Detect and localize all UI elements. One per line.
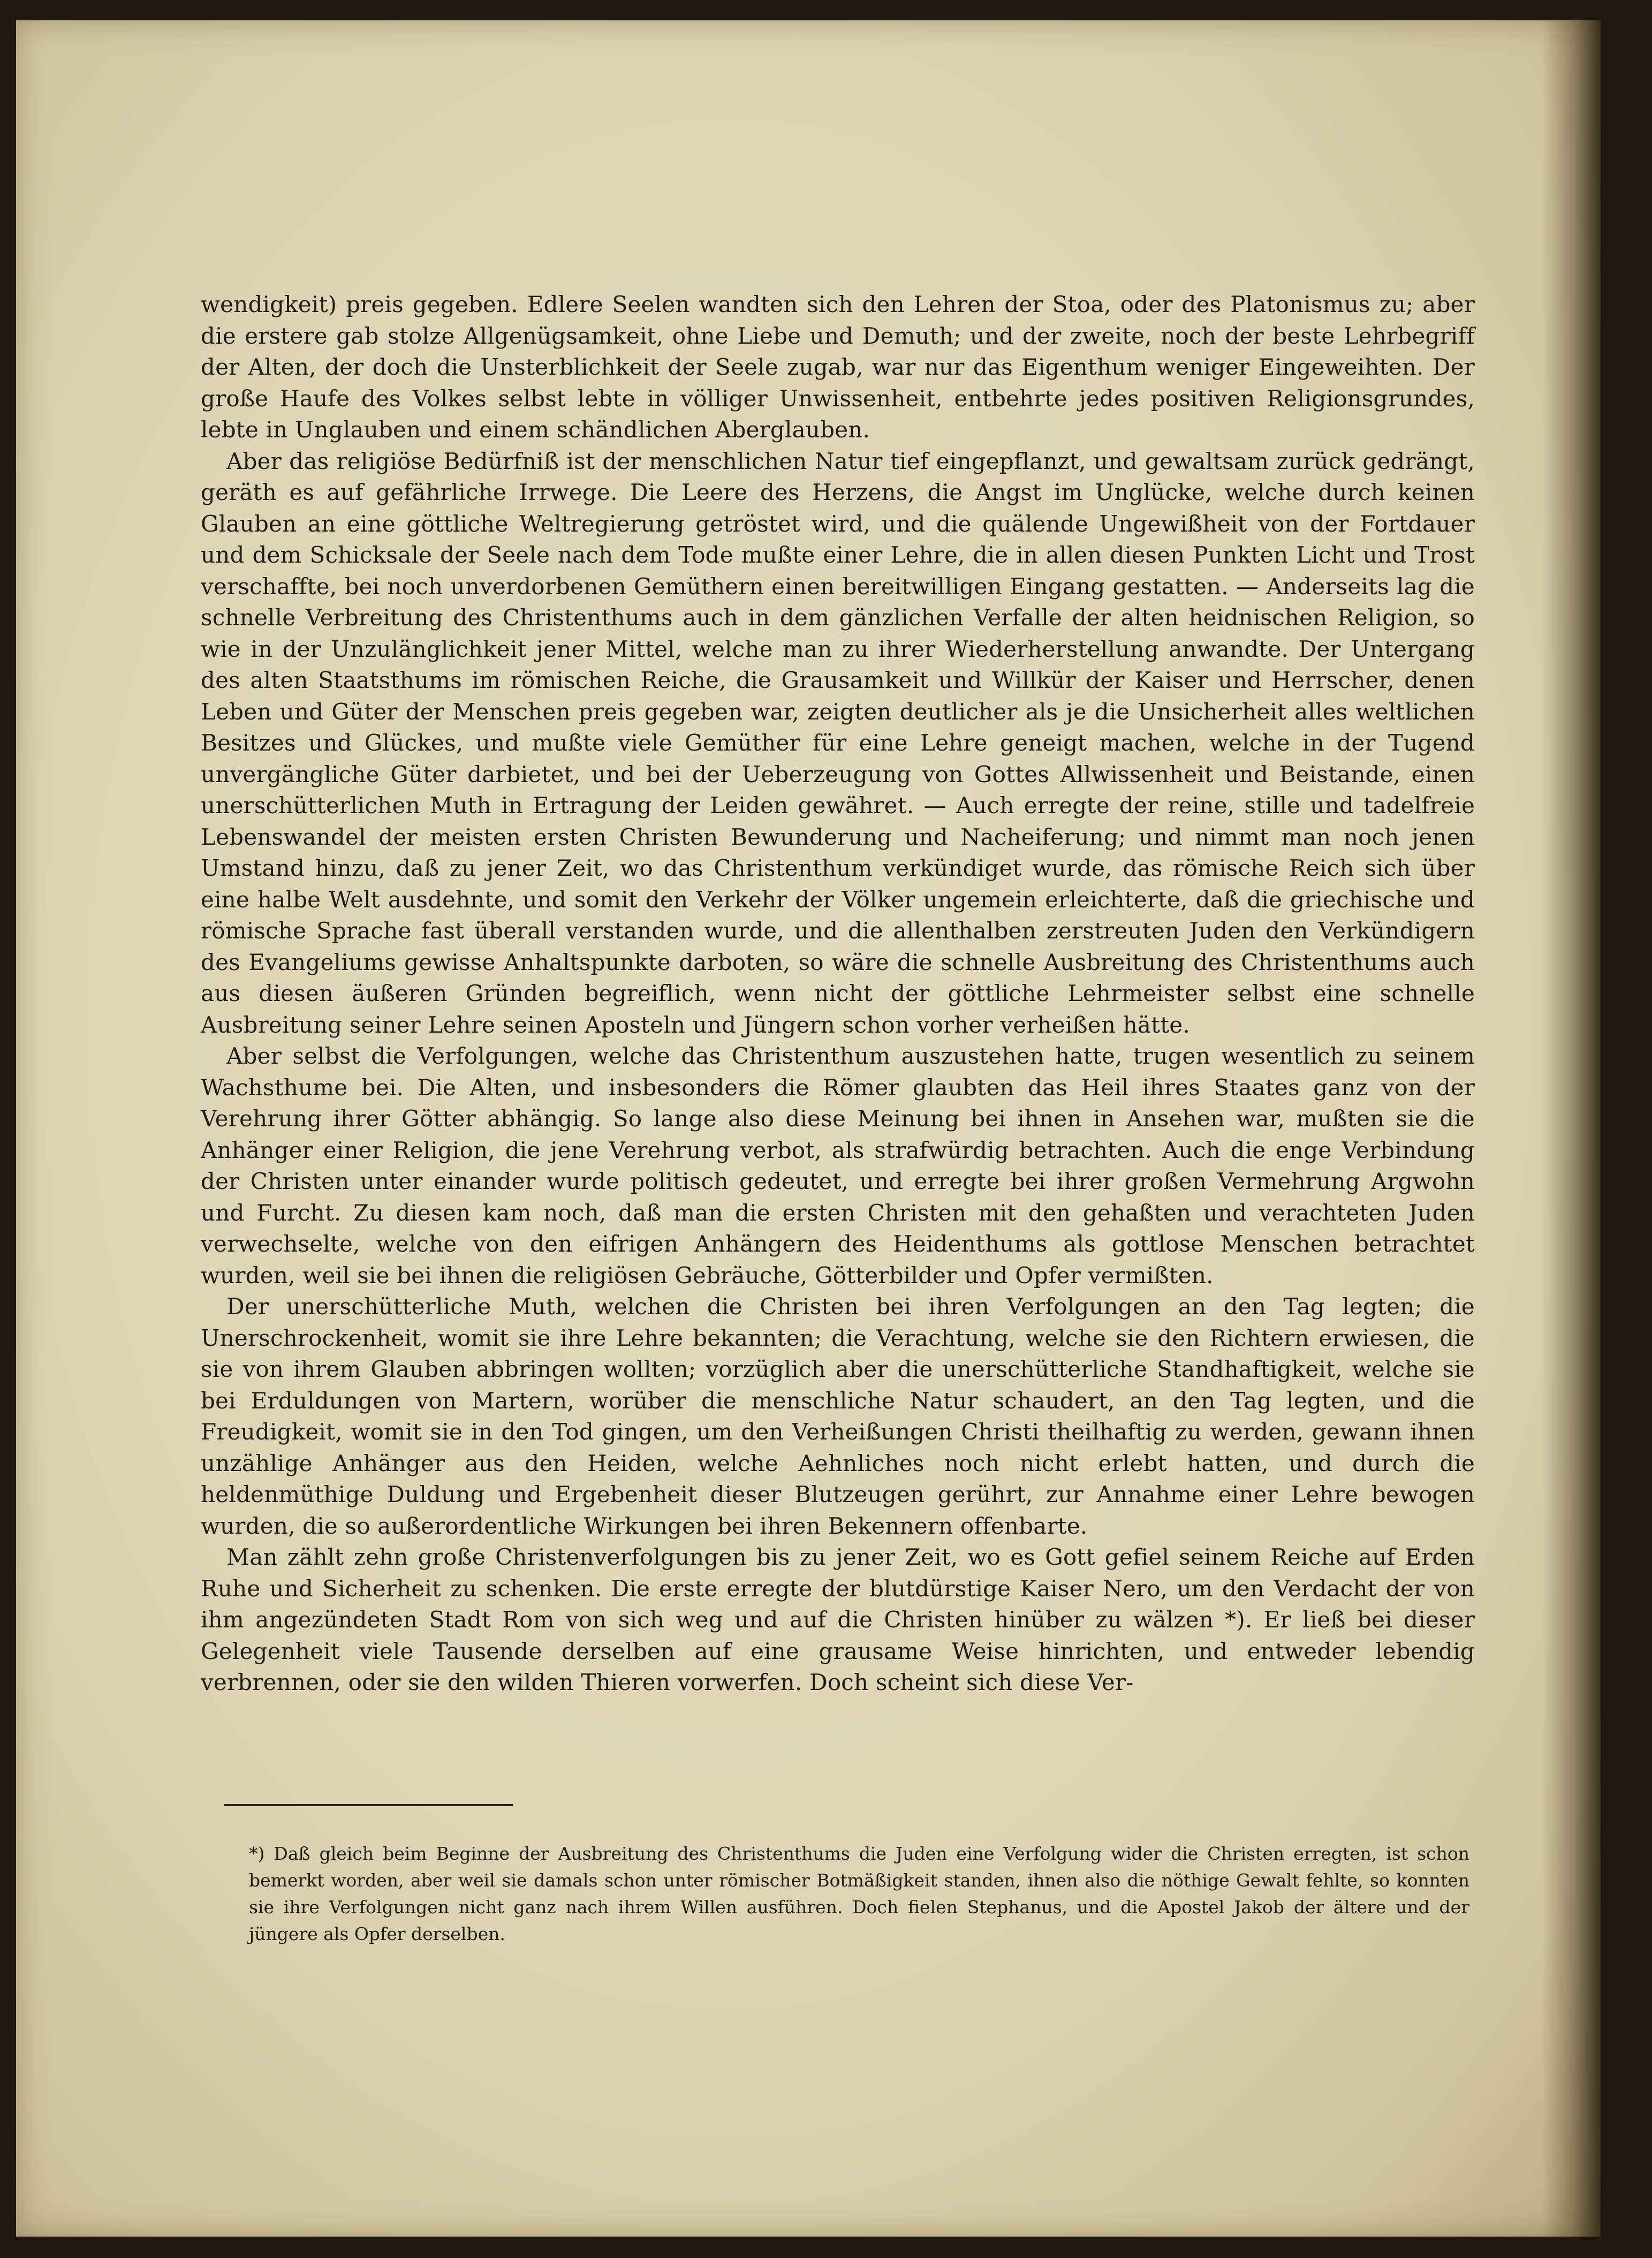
page-gutter-shadow	[1542, 20, 1601, 2237]
main-text	[201, 289, 1475, 1699]
paragraph-1: wendigkeit) preis gegeben. Edlere Seelen wandten sich den Lehren der Stoa, oder des Platonismus zu; aber die erstere gab stolze Allgenügsamkeit, ohne Liebe und Demuth; und der zweite, noch der beste Lehrbegriff der Alten, der doch die Unsterblichkeit der Seele zugab, war nur das Eigenthum weniger Eingeweihten. Der große Haufe des Volkes selbst lebte in völliger Unwissenheit, entbehrte jedes positiven Religionsgrundes, lebte in Unglauben und einem schändlichen Aberglauben.	[201, 291, 1475, 443]
footnote-divider	[224, 1804, 513, 1806]
paragraph-4: Der unerschütterliche Muth, welchen die Christen bei ihren Verfolgungen an den Tag legten; die Unerschrockenheit, womit sie ihre Lehre bekannten; die Verachtung, welche sie den Richtern erwiesen, die sie von ihrem Glauben abbringen wollten; vorzüglich aber die unerschütterliche Standhaftigkeit, welche sie bei Erduldungen von Martern, worüber die menschliche Natur schaudert, an den Tag legten, und die Freudigkeit, womit sie in den Tod gingen, um den Verheißungen Christi theilhaftig zu werden, gewann ihnen unzählige Anhänger aus den Heiden, welche Aehnliches noch nicht erlebt hatten, und durch die heldenmüthige Duldung und Ergebenheit dieser Blutzeugen gerührt, zur Annahme einer Lehre bewogen wurden, die so außerordentliche Wirkungen bei ihren Bekennern offenbarte.	[201, 1293, 1475, 1539]
paragraph-2: Aber das religiöse Bedürfniß ist der menschlichen Natur tief eingepflanzt, und gewaltsam zurück gedrängt, geräth es auf gefährliche Irrwege. Die Leere des Herzens, die Angst im Unglücke, welche durch keinen Glauben an eine göttliche Weltregierung getröstet wird, und die quälende Ungewißheit von der Fortdauer und dem Schicksale der Seele nach dem Tode mußte einer Lehre, die in allen diesen Punkten Licht und Trost verschaffte, bei noch unverdorbenen Gemüthern einen bereitwilligen Eingang gestatten. — Anderseits lag die schnelle Verbreitung des Christenthums auch in dem gänzlichen Verfalle der alten heidnischen Religion, so wie in der Unzulänglichkeit jener Mittel, welche man zu ihrer Wiederherstellung anwandte. Der Untergang des alten Staatsthums im römischen Reiche, die Grausamkeit und Willkür der Kaiser und Herrscher, denen Leben und Güter der Menschen preis gegeben war, zeigten deutlicher als je die Unsicherheit alles weltlichen Besitzes und Glückes, und mußte viele Gemüther für eine Lehre geneigt machen, welche in der Tugend unvergängliche Güter darbietet, und bei der Ueberzeugung von Gottes Allwissenheit und Beistande, einen unerschütterlichen Muth in Ertragung der Leiden gewähret. — Auch erregte der reine, stille und tadelfreie Lebenswandel der meisten ersten Christen Bewunderung und Nacheiferung; und nimmt man noch jenen Umstand hinzu, daß zu jener Zeit, wo das Christenthum verkündiget wurde, das römische Reich sich über eine halbe Welt ausdehnte, und somit den Verkehr der Völker ungemein erleichterte, daß die griechische und römische Sprache fast überall verstanden wurde, und die allenthalben zerstreuten Juden den Verkündigern des Evangeliums gewisse Anhaltspunkte darboten, so wäre die schnelle Ausbreitung des Christenthums auch aus diesen äußeren Gründen begreiflich, wenn nicht der göttliche Lehrmeister selbst eine schnelle Ausbreitung seiner Lehre seinen Aposteln und Jüngern schon vorher verheißen hätte.	[201, 448, 1475, 1038]
paragraph-5: Man zählt zehn große Christenverfolgungen bis zu jener Zeit, wo es Gott gefiel seinem Reiche auf Erden Ruhe und Sicherheit zu schenken. Die erste erregte der blutdürstige Kaiser Nero, um den Verdacht der von ihm angezündeten Stadt Rom von sich weg und auf die Christen hinüber zu wälzen *). Er ließ bei dieser Gelegenheit viele Tausende derselben auf eine grausame Weise hinrichten, und entweder lebendig verbrennen, oder sie den wilden Thieren vorwerfen. Doch scheint sich diese Ver-	[201, 1544, 1475, 1695]
footnote: *) Daß gleich beim Beginne der Ausbreitung des Christenthums die Juden eine Verfolgung wider die Christen erregten, ist schon bemerkt worden, aber weil sie damals schon unter römischer Botmäßigkeit standen, ihnen also die nöthige Gewalt fehlte, so konnten sie ihre Verfolgungen nicht ganz nach ihrem Willen ausführen. Doch fielen Stephanus, und die Apostel Jakob der ältere und der jüngere als Opfer derselben.	[249, 1843, 1469, 1944]
paragraph-3: Aber selbst die Verfolgungen, welche das Christenthum auszustehen hatte, trugen wesentlich zu seinem Wachsthume bei. Die Alten, und insbesonders die Römer glaubten das Heil ihres Staates ganz von der Verehrung ihrer Götter abhängig. So lange also diese Meinung bei ihnen in Ansehen war, mußten sie die Anhänger einer Religion, die jene Verehrung verbot, als strafwürdig betrachten. Auch die enge Verbindung der Christen unter einander wurde politisch gedeutet, und erregte bei ihrer großen Vermehrung Argwohn und Furcht. Zu diesen kam noch, daß man die ersten Christen mit den gehaßten und verachteten Juden verwechselte, welche von den eifrigen Anhängern des Heidenthums als gottlose Menschen betrachtet wurden, weil sie bei ihnen die religiösen Gebräuche, Götterbilder und Opfer vermißten.	[201, 1043, 1475, 1289]
